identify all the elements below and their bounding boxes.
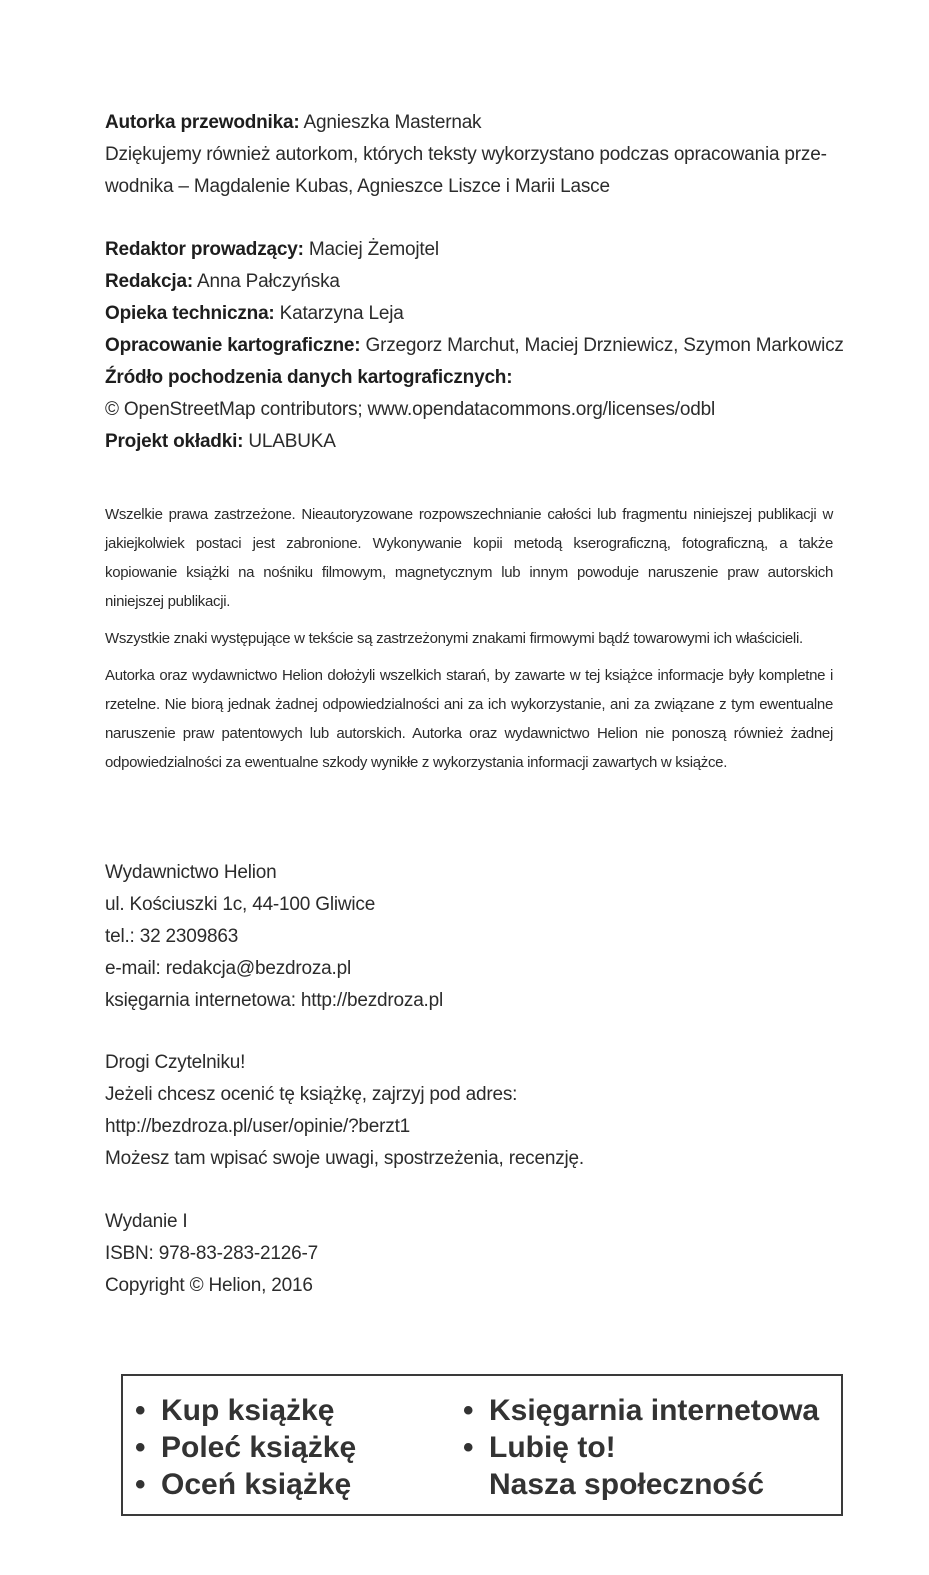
thanks-line-2: wodnika – Magdalenie Kubas, Agnieszce Liszce i Marii Lasce	[105, 176, 610, 197]
thanks-line-1: Dziękujemy również autorkom, których teksty wykorzystano podczas opracowania prze-	[105, 144, 827, 165]
publisher-email: e-mail: redakcja@bezdroza.pl	[105, 958, 352, 979]
author-value: Agnieszka Masternak	[299, 112, 482, 133]
editing-line	[105, 266, 833, 298]
reader-note	[105, 1047, 833, 1175]
map-source-label-line	[105, 362, 833, 394]
publisher-phone: tel.: 32 2309863	[105, 926, 239, 947]
lead-editor-line	[105, 234, 833, 266]
promo-right-column	[463, 1392, 819, 1503]
edition-info	[105, 1206, 833, 1302]
edition-number: Wydanie I	[105, 1211, 188, 1232]
author-line	[105, 107, 833, 139]
community-label: Nasza społeczność	[489, 1468, 765, 1501]
bookstore-link[interactable]	[463, 1392, 819, 1429]
rights-paragraph: Wszelkie prawa zastrzeżone. Nieautoryzowane rozpowszechnianie całości lub fragmentu niniejszej publikacji w jakiejkolwiek postaci jest zabronione. Wykonywanie kopii metodą kserograficzną, fotograficzną, a także kopiowanie książki na nośniku filmowym, magnetycznym lub innym powoduje naruszenie praw autorskich niniejszej publikacji.	[105, 506, 833, 610]
cartography-line	[105, 330, 844, 362]
like-label: Lubię to!	[489, 1431, 616, 1464]
publisher-info	[105, 857, 833, 1017]
cover-line	[105, 426, 833, 458]
technical-line	[105, 298, 833, 330]
cover-label: Projekt okładki:	[105, 431, 244, 452]
reader-greeting: Drogi Czytelniku!	[105, 1052, 246, 1073]
promo-box	[121, 1374, 843, 1516]
bullet-icon: •	[135, 1394, 146, 1427]
bookstore-label: Księgarnia internetowa	[489, 1394, 820, 1427]
author-label: Autorka przewodnika:	[105, 112, 300, 133]
buy-book-label: Kup książkę	[161, 1394, 335, 1427]
like-link[interactable]	[463, 1429, 819, 1466]
map-source-label: Źródło pochodzenia danych kartograficznych:	[105, 367, 513, 388]
promo-left-column	[135, 1392, 356, 1503]
cover-value: ULABUKA	[243, 431, 336, 452]
isbn: ISBN: 978-83-283-2126-7	[105, 1243, 318, 1264]
legal-notice	[105, 500, 833, 785]
bullet-icon: •	[463, 1431, 474, 1464]
lead-editor-value: Maciej Żemojtel	[303, 239, 439, 260]
author-credits	[105, 107, 833, 203]
rate-book-label: Oceń książkę	[161, 1468, 352, 1501]
technical-value: Katarzyna Leja	[274, 303, 404, 324]
publisher-address: ul. Kościuszki 1c, 44-100 Gliwice	[105, 894, 376, 915]
reader-line-1: Jeżeli chcesz ocenić tę książkę, zajrzyj pod adres:	[105, 1084, 518, 1105]
publisher-name: Wydawnictwo Helion	[105, 862, 277, 883]
copyright: Copyright © Helion, 2016	[105, 1275, 313, 1296]
reader-line-2: Możesz tam wpisać swoje uwagi, spostrzeżenia, recenzję.	[105, 1148, 584, 1169]
map-source-value: © OpenStreetMap contributors; www.opendatacommons.org/licenses/odbl	[105, 399, 715, 420]
liability-paragraph: Autorka oraz wydawnictwo Helion dołożyli wszelkich starań, by zawarte w tej książce informacje były kompletne i rzetelne. Nie biorą jednak żadnej odpowiedzialności ani za ich wykorzystanie, ani za związane z tym ewentualne naruszenie praw patentowych lub autorskich. Autorka oraz wydawnictwo Helion nie ponoszą również żadnej odpowiedzialności za ewentualne szkody wynikłe z wykorzystania informacji zawartych w książce.	[105, 667, 833, 771]
bullet-icon: •	[135, 1468, 146, 1501]
recommend-book-link[interactable]	[135, 1429, 356, 1466]
rate-book-link[interactable]	[135, 1466, 356, 1503]
editing-value: Anna Pałczyńska	[192, 271, 340, 292]
cartography-value: Grzegorz Marchut, Maciej Drzniewicz, Szymon Markowicz	[360, 335, 844, 356]
technical-label: Opieka techniczna:	[105, 303, 275, 324]
publisher-bookstore: księgarnia internetowa: http://bezdroza.pl	[105, 990, 444, 1011]
trademarks-paragraph: Wszystkie znaki występujące w tekście są zastrzeżonymi znakami firmowymi bądź towarowymi ich właścicieli.	[105, 630, 803, 647]
recommend-book-label: Poleć książkę	[161, 1431, 357, 1464]
bullet-icon: •	[135, 1431, 146, 1464]
bullet-icon: •	[463, 1394, 474, 1427]
community-link[interactable]	[463, 1466, 819, 1503]
editorial-credits	[105, 234, 844, 458]
editing-label: Redakcja:	[105, 271, 193, 292]
reader-url: http://bezdroza.pl/user/opinie/?berzt1	[105, 1116, 411, 1137]
cartography-label: Opracowanie kartograficzne:	[105, 335, 361, 356]
buy-book-link[interactable]	[135, 1392, 356, 1429]
lead-editor-label: Redaktor prowadzący:	[105, 239, 304, 260]
